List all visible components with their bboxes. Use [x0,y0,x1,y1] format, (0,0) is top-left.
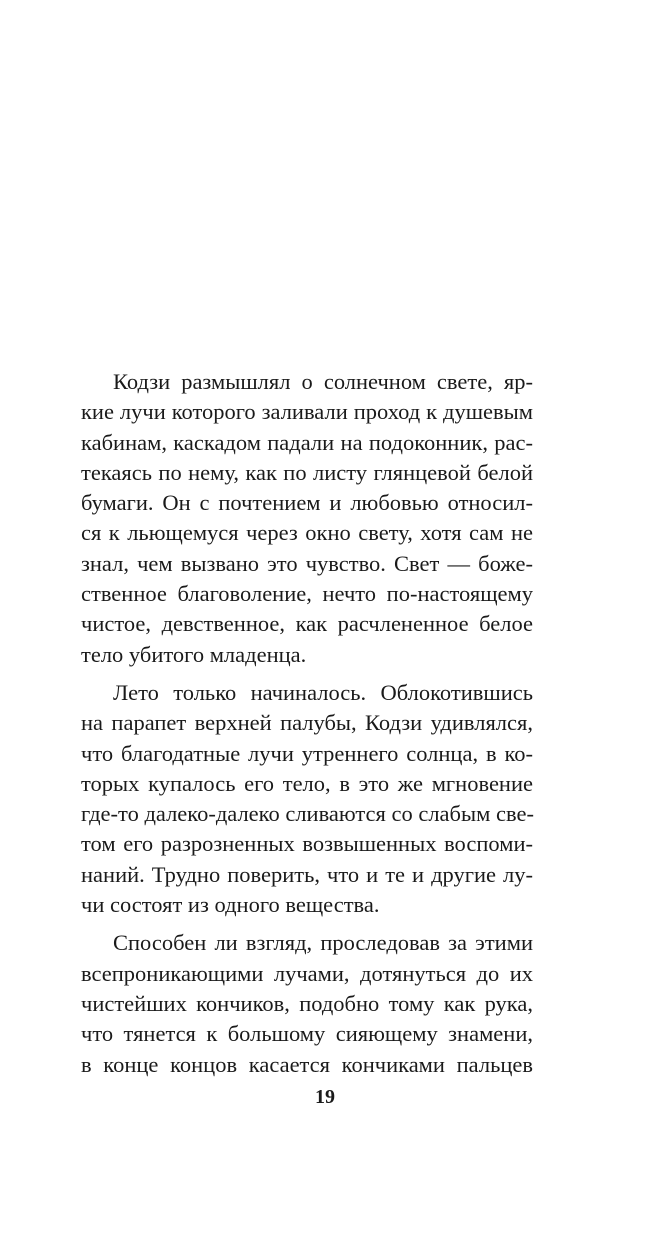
text-line: наний. Трудно поверить, что и те и другие лу- [81,861,533,887]
paragraph-1 [81,367,533,670]
paragraph-2 [81,678,533,920]
text-line: Лето только начиналось. Облокотившись [113,679,533,705]
page-number: 19 [315,1086,335,1108]
paragraph-3 [81,928,533,1079]
text-line: бумаги. Он с почтением и любовью относил- [81,490,533,516]
text-line: что тянется к большому сияющему знамени, [81,1021,533,1047]
paragraph-gap [81,670,533,678]
text-line: Способен ли взгляд, проследовав за этими [113,930,533,956]
body-text [81,367,533,1080]
text-line: всепроникающими лучами, дотянуться до их [81,960,533,986]
text-line: том его разрозненных возвышенных воспоми- [81,831,533,857]
text-line: ся к льющемуся через окно свету, хотя сам не [81,520,533,546]
text-line: чи состоят из одного вещества. [81,892,380,918]
text-line: тело убитого младенца. [81,641,307,667]
text-line: на парапет верхней палубы, Кодзи удивлялся, [81,710,533,736]
text-line: знал, чем вызвано это чувство. Свет — боже- [81,550,533,576]
text-line: торых купалось его тело, в это же мгновение [81,770,533,796]
text-line: чистейших кончиков, подобно тому как рука, [81,990,533,1016]
text-line: что благодатные лучи утреннего солнца, в ко- [81,740,533,766]
text-line: ственное благоволение, нечто по-настоящему [81,581,533,607]
text-line: кие лучи которого заливали проход к душевым [81,399,533,425]
text-line: в конце концов касается кончиками пальцев [81,1051,533,1077]
text-line: кабинам, каскадом падали на подоконник, рас- [81,429,533,455]
text-line: текаясь по нему, как по листу глянцевой белой [81,459,533,485]
text-line: где-то далеко-далеко сливаются со слабым све- [81,801,534,827]
paragraph-gap [81,920,533,928]
text-line: Кодзи размышлял о солнечном свете, яр- [113,369,533,394]
text-line: чистое, девственное, как расчлененное белое [81,611,533,637]
